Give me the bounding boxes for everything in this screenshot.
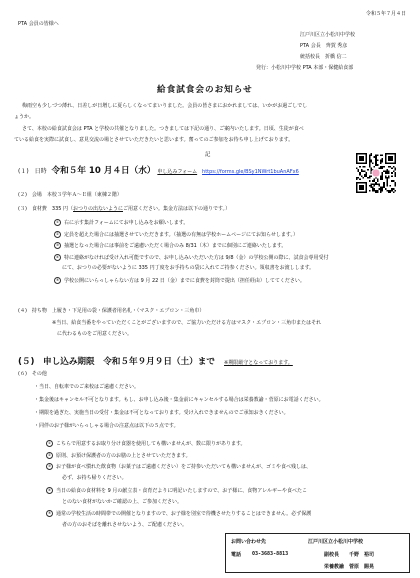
fee-point-text: にて、おつりの必要がないように 335 円丁度をお手持ちの袋に入れてご持参ください。領収書をお渡しします。 [62, 265, 315, 271]
fee-point [54, 254, 329, 261]
item-3-head [18, 206, 230, 212]
intro-line: 梅雨空も少しづつ薄れ、日差しが日増しに夏らしくなってまいりました。会員の皆さまにおかれましては、いかがお過ごしでし [22, 103, 308, 109]
child-note-text: とのない食材がないかご確認の上、ご参加ください。 [62, 498, 183, 505]
fee-point-text: 抽選となった場合には事前をご遠慮いただく場合のみ 8/31（木）までに個別にご連絡いたします。 [64, 243, 287, 249]
contact-vice-principal: 副校長 千野 裕司 [324, 552, 375, 558]
qr-code-icon [356, 153, 396, 193]
contact-box [225, 533, 410, 573]
pta-president: PTA 会長 齊賀 秀彦 [300, 43, 348, 49]
fee-point-text: 定員を超えた場合には抽選させていただきます。（抽選の有無は学校ホームページにてお知らせします。） [64, 231, 298, 238]
child-note-number: ② [47, 452, 52, 457]
contact-school: 江戸川区立小松川中学校 [308, 539, 364, 545]
form-label: 申し込みフォーム [157, 169, 198, 175]
item-4-note-cont: に代わるものをご用意ください。 [57, 331, 133, 337]
fee-point [54, 219, 188, 226]
fee-point-number: ② [55, 231, 60, 236]
child-note [46, 440, 246, 447]
principal: 統括校長 折橋 信二 [300, 54, 347, 60]
contact-label: お問い合わせ先 [231, 539, 267, 545]
item-3-suffix: ご用意ください。集金方法は以下の通りです。） [123, 206, 231, 212]
recipient: PTA 会員の皆様へ [18, 21, 59, 27]
item-4-note: ※当日、給食当番をやっていただくことがございますので、ご協力いただける方はマスク・エプロン・三角巾またはそれ [52, 320, 322, 326]
intro-line: ょうか。 [14, 114, 35, 120]
issuer: 発行：小松川中学校 PTA 本部・保健給食部 [256, 65, 354, 71]
child-note [46, 487, 307, 494]
child-note-number: ③ [47, 464, 52, 469]
other-bullet: ・集金後はキャンセル不可となります。もし、お申し込み後・集金前にキャンセルする場合は栄養教諭・菅原にお電話ください。 [34, 397, 324, 403]
fee-point-text: 学校公開にいらっしゃらない方は 9 月 22 日（金）までに食費を封筒で提出（担任経由）しててください。 [64, 277, 305, 284]
fee-point-number: ⑤ [55, 277, 60, 282]
fee-point-number: ④ [55, 254, 60, 259]
child-note [62, 522, 187, 528]
fee-point-text: 特に連絡がなければ受け入れ可能ですので、お申し込みいただいた方は 9/8（金）の学校公開の際に、試食会専用受付 [64, 254, 329, 261]
page-title: 給食試食会のお知らせ [157, 85, 253, 95]
fee-point-text: 右に示す集計フォームにてお申し込みをお願いします。 [64, 220, 189, 226]
item-3-underlined: おつりの出ないように [73, 206, 123, 212]
item-1-num: (１) [18, 168, 29, 175]
child-note-text: 通常の学校生活の時間帯での開催となりますので、お子様を別室で待機させたりすることはできません。必ず保護 [56, 511, 312, 518]
fee-point [62, 265, 314, 271]
item-1 [18, 166, 299, 177]
ki-marker: 記 [205, 152, 211, 158]
child-note-text: 者の方のおそばを離れさせないよう、ご配慮ください。 [62, 521, 188, 528]
fee-point-number: ① [55, 220, 60, 224]
child-note [62, 475, 127, 481]
child-note-text: お子様が食べ慣れた飲食物（お菓子はご遠慮ください）をご持参いただいても構いませんが、ゴミや食べ残しは、 [56, 464, 312, 471]
contact-phone: 03-3683-8813 [252, 551, 289, 557]
fee-point [54, 242, 286, 249]
child-note-number: ④ [47, 487, 52, 492]
issue-date: 令和５年７月４日 [365, 11, 406, 17]
form-link[interactable]: https://forms.gle/BSy1NWrt1buAnAFx6 [202, 169, 299, 175]
item-5-deadline [18, 349, 293, 369]
fee-point [54, 277, 305, 284]
item-3-prefix: (３) 食材費 335 円（ [18, 206, 74, 212]
deadline-label: (５) 申し込み期限 令和５年９月９日（土）まで [18, 357, 215, 367]
item-2-venue: (２) 会場 本校３学年Ａ～Ｅ組（東棟２階） [18, 192, 122, 198]
school-name: 江戸川区立小松川中学校 [300, 32, 356, 38]
other-bullet: ・期限を過ぎた、実施当日の受付・集金は不可となっております。受け入れできませんのでご承知おきください。 [34, 410, 289, 416]
contact-phone-label: 電話 [231, 552, 242, 558]
event-date: 令和５年 10 月４日（水） [51, 166, 156, 176]
child-note [46, 510, 311, 517]
child-note-number: ① [47, 441, 52, 445]
intro-line: ている給食を実際に試食し、意見交流の場とさせていただきたいと思います。奮ってのご参加をお待ち申し上げております。 [14, 137, 294, 143]
item-6-head: (６) その他 [18, 371, 47, 377]
intro-line: さて、本校の給食試食会は PTA と学校の共催となりました。つきましては下記の通り、ご案内いたします。日頃、生徒が食べ [22, 126, 304, 132]
other-bullet: ・同伴のお子様がいらっしゃる場合の注意点は以下の５点です。 [34, 423, 179, 429]
child-note [62, 499, 182, 505]
child-note-number: ⑤ [47, 511, 52, 516]
child-note-text: 原則、お預け保護者の方のお膳の上とさせていただきます。 [56, 452, 191, 459]
deadline-note: ※期限厳守となっております。 [224, 360, 293, 366]
item-1-label: 日時 [34, 168, 47, 175]
fee-point [54, 231, 298, 238]
other-bullet: ・当日、自転車でのご来校はご遠慮ください。 [34, 384, 140, 390]
child-note-text: こちらで用意するお取り分け食器を使用しても構いませんが、数に限りがあります。 [56, 441, 246, 447]
child-note [46, 463, 311, 470]
fee-point-number: ③ [55, 243, 60, 247]
item-4-belongings: (４) 持ち物 上履き・下足用の袋・保護者用名札・（マスク・エプロン・三角巾） [18, 308, 205, 314]
child-note [46, 452, 191, 459]
child-note-text: 必ず、お持ち帰りください。 [62, 475, 127, 482]
child-note-text: 当日の給食の食材料を 9 月の献立表・食育だよりに明記いたしますので、お子様に、食物アレルギーや食べたこ [56, 487, 307, 494]
contact-nutrition-teacher: 栄養教諭 菅原 賜晃 [324, 564, 375, 570]
